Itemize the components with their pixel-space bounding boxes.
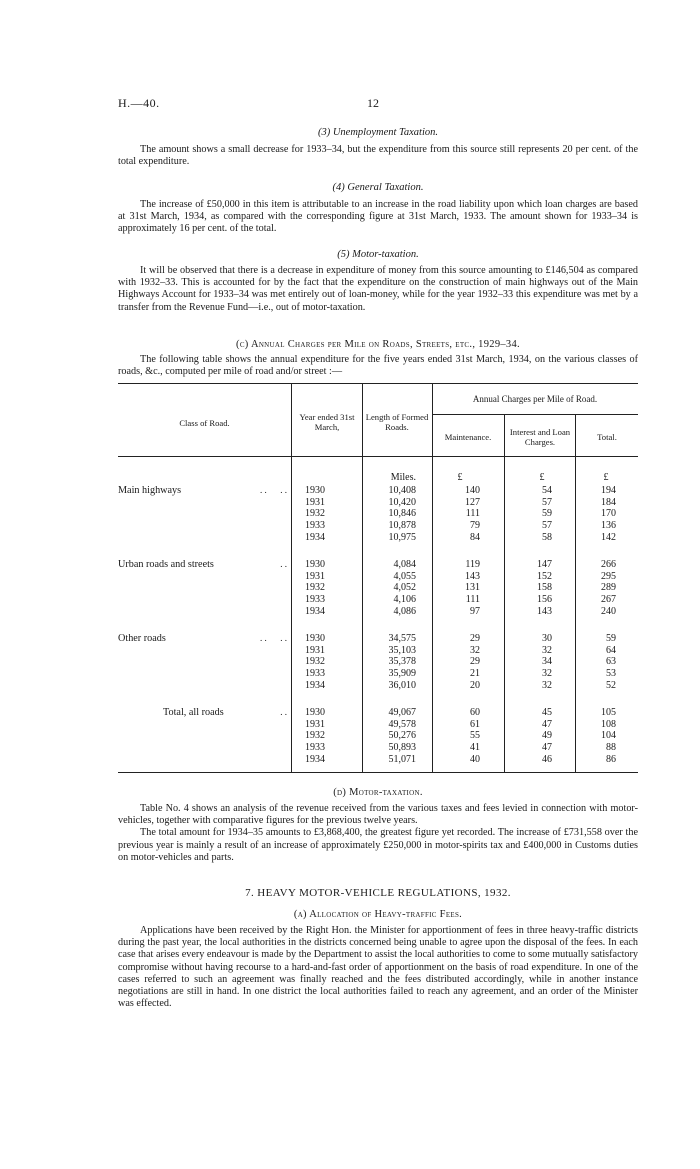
section-heading-heavy-motor: 7. HEAVY MOTOR-VEHICLE REGULATIONS, 1932. (245, 887, 511, 899)
total-cell: 64 (606, 644, 616, 656)
section-heading-motor-taxation: (5) Motor-taxation. (337, 249, 419, 260)
maintenance-cell: 97 (470, 605, 480, 617)
leader-dots: . . . . (260, 485, 287, 495)
leader-dots: . . . . (260, 633, 287, 643)
paragraph-motor-taxation (118, 265, 638, 314)
table-bottom-rule (118, 772, 638, 773)
units-interest: £ (539, 472, 545, 483)
section-subheading-heavy-traffic-fees: (a) Allocation of Heavy-traffic Fees. (293, 909, 463, 920)
year-cell: 1934 (305, 531, 325, 543)
section-heading-motor-taxation-d: (d) Motor-taxation. (333, 787, 423, 798)
length-cell: 4,052 (393, 582, 416, 594)
header-year-ended: Year ended 31st March, (299, 412, 355, 432)
section-heading-unemployment: (3) Unemployment Taxation. (317, 127, 439, 138)
page-number: 12 (367, 96, 379, 110)
interest-cell: 34 (542, 656, 552, 668)
year-cell: 1932 (305, 508, 325, 520)
year-cell: 1933 (305, 668, 325, 680)
total-cell: 108 (601, 718, 616, 730)
year-cell: 1933 (305, 520, 325, 532)
year-cell: 1932 (305, 656, 325, 668)
year-cell: 1930 (305, 559, 325, 570)
total-cell: 289 (601, 582, 616, 594)
column-divider (291, 384, 292, 772)
header-maintenance: Maintenance. (444, 432, 492, 442)
interest-cell: 32 (542, 644, 552, 656)
maintenance-cell: 79 (470, 520, 480, 532)
maintenance-cell: 29 (470, 656, 480, 668)
maintenance-cell: 111 (465, 508, 480, 520)
length-cell: 35,909 (388, 668, 416, 680)
paragraph-unemployment (118, 144, 638, 168)
year-cell: 1933 (305, 742, 325, 754)
total-cell: 86 (606, 753, 616, 765)
interest-cell: 57 (542, 520, 552, 532)
maintenance-cell: 29 (470, 633, 480, 644)
length-cell: 10,878 (388, 520, 416, 532)
units-length: Miles. (390, 472, 416, 483)
paragraph-annual-charges (118, 354, 638, 378)
total-cell: 52 (606, 679, 616, 691)
interest-cell: 156 (537, 594, 552, 606)
length-cell: 4,086 (393, 605, 416, 617)
maintenance-cell: 21 (470, 668, 480, 680)
maintenance-cell: 111 (465, 594, 480, 606)
year-cell: 1931 (305, 496, 325, 508)
header-class-of-road: Class of Road. (179, 418, 230, 428)
length-cell: 49,578 (388, 718, 416, 730)
interest-cell: 143 (537, 605, 552, 617)
total-cell: 184 (601, 496, 616, 508)
header-annual-charges: Annual Charges per Mile of Road. (472, 394, 598, 404)
length-cell: 50,276 (388, 730, 416, 742)
road-class-label: Main highways (118, 485, 182, 496)
paragraph-heavy-traffic-fees (118, 925, 638, 1010)
maintenance-cell: 61 (470, 718, 480, 730)
year-cell: 1933 (305, 594, 325, 606)
header-interest: Interest and Loan Charges. (509, 427, 571, 447)
column-divider (504, 415, 505, 772)
total-cell: 240 (601, 605, 616, 617)
column-divider (362, 384, 363, 772)
maintenance-cell: 140 (465, 485, 480, 496)
paragraph-text: Table No. 4 shows an analysis of the revenue received from the various taxes and fees levied in connection with motor-vehicles, together with comparative figures for the previous twelve years. (118, 803, 638, 827)
header-length: Length of Formed Roads. (365, 412, 429, 432)
maintenance-cell: 32 (470, 644, 480, 656)
leader-dots: . . (280, 707, 287, 717)
section-heading-annual-charges: (c) Annual Charges per Mile on Roads, Streets, etc., 1929–34. (236, 339, 520, 350)
year-cell: 1930 (305, 485, 325, 496)
year-cell: 1932 (305, 582, 325, 594)
interest-cell: 47 (542, 718, 552, 730)
interest-cell: 32 (542, 679, 552, 691)
total-cell: 295 (601, 570, 616, 582)
total-cell: 136 (601, 520, 616, 532)
maintenance-cell: 127 (465, 496, 480, 508)
table-top-rule (118, 383, 638, 384)
length-cell: 10,408 (388, 485, 416, 496)
header-total: Total. (597, 432, 617, 442)
maintenance-cell: 20 (470, 679, 480, 691)
maintenance-cell: 41 (470, 742, 480, 754)
year-cell: 1930 (305, 633, 325, 644)
length-cell: 4,055 (393, 570, 416, 582)
interest-cell: 147 (537, 559, 552, 570)
interest-cell: 32 (542, 668, 552, 680)
road-class-label: Total, all roads (163, 707, 224, 718)
length-cell: 51,071 (388, 753, 416, 765)
maintenance-cell: 143 (465, 570, 480, 582)
road-class-label: Other roads (118, 633, 166, 644)
paragraph-text: Applications have been received by the Right Hon. the Minister for apportionment of fees in three heavy-traffic districts during the past year, the local authorities in the districts concerned being unable to agree upon the disposal of the fees. In each case that arises every endeavour is made by the Department to assist the local authorities to come to some mutually satisfactory compromise without having recourse to a hard-and-fast order of apportionment on the basis of road expenditure. In one of the cases referred to such an agreement was finally reached and the fees distributed accordingly, while in another instance negotiations are still in hand. In one district the local authorities failed to reach any agreement, and an order of the Minister was effected. (118, 925, 638, 1010)
units-total: £ (603, 472, 609, 483)
total-cell: 104 (601, 730, 616, 742)
year-cell: 1930 (305, 707, 325, 718)
column-divider (575, 415, 576, 772)
year-cell: 1931 (305, 718, 325, 730)
year-cell: 1934 (305, 605, 325, 617)
total-cell: 63 (606, 656, 616, 668)
length-cell: 10,846 (388, 508, 416, 520)
paragraph-text: It will be observed that there is a decrease in expenditure of money from this source amounting to £146,504 as compared with 1932–33. This is accounted for by the fact that the expenditure on the construction of main highways out of the Main Highways Account for 1933–34 was met entirely out of loan-money, while for the year 1932–33 this expenditure was met by a transfer from the Revenue Fund—i.e., out of motor-taxation. (118, 265, 638, 313)
column-divider (432, 384, 433, 772)
length-cell: 10,420 (388, 496, 416, 508)
length-cell: 49,067 (388, 707, 416, 718)
length-cell: 35,378 (388, 656, 416, 668)
year-cell: 1934 (305, 679, 325, 691)
table-header-rule (118, 456, 638, 457)
maintenance-cell: 60 (470, 707, 480, 718)
year-cell: 1932 (305, 730, 325, 742)
year-cell: 1934 (305, 753, 325, 765)
paragraph-text: The total amount for 1934–35 amounts to £3,868,400, the greatest figure yet recorded. The increase of £731,558 over the previous year is mainly a result of an increase of approximately £250,000 in motor-spirits tax and £400,000 in Customs duties on motor-vehicles and parts. (118, 827, 638, 863)
length-cell: 4,106 (393, 594, 416, 606)
length-cell: 36,010 (388, 679, 416, 691)
interest-cell: 158 (537, 582, 552, 594)
year-cell: 1931 (305, 570, 325, 582)
length-cell: 10,975 (388, 531, 416, 543)
interest-cell: 47 (542, 742, 552, 754)
paragraph-text: The amount shows a small decrease for 1933–34, but the expenditure from this source still represents 20 per cent. of the total expenditure. (118, 144, 638, 168)
interest-cell: 54 (542, 485, 552, 496)
page-reference: H.—40. (118, 96, 160, 110)
leader-dots: . . (280, 559, 287, 569)
length-cell: 4,084 (393, 559, 416, 570)
interest-cell: 58 (542, 531, 552, 543)
interest-cell: 45 (542, 707, 552, 718)
total-cell: 142 (601, 531, 616, 543)
year-cell: 1931 (305, 644, 325, 656)
total-cell: 88 (606, 742, 616, 754)
maintenance-cell: 40 (470, 753, 480, 765)
length-cell: 50,893 (388, 742, 416, 754)
interest-cell: 30 (542, 633, 552, 644)
annual-subheader-rule (432, 414, 638, 415)
paragraph-text: The following table shows the annual expenditure for the five years ended 31st March, 1934, on the various classes of roads, &c., computed per mile of road and/or street :— (118, 354, 638, 378)
paragraph-text: The increase of £50,000 in this item is attributable to an increase in the road liability upon which loan charges are based at 31st March, 1934, as compared with the corresponding figure at 31st March, 1933. The amount shown for 1933–34 is approximately 16 per cent. of the total. (118, 199, 638, 235)
total-cell: 59 (606, 633, 616, 644)
paragraph-general (118, 199, 638, 236)
total-cell: 170 (601, 508, 616, 520)
length-cell: 34,575 (388, 633, 416, 644)
maintenance-cell: 84 (470, 531, 480, 543)
total-cell: 194 (601, 485, 616, 496)
maintenance-cell: 119 (465, 559, 480, 570)
interest-cell: 49 (542, 730, 552, 742)
interest-cell: 46 (542, 753, 552, 765)
interest-cell: 59 (542, 508, 552, 520)
total-cell: 105 (601, 707, 616, 718)
total-cell: 266 (601, 559, 616, 570)
section-heading-general: (4) General Taxation. (332, 182, 424, 193)
total-cell: 53 (606, 668, 616, 680)
paragraph-motor-taxation-d (118, 803, 638, 864)
interest-cell: 152 (537, 570, 552, 582)
maintenance-cell: 131 (465, 582, 480, 594)
road-class-label: Urban roads and streets (118, 559, 214, 570)
units-maintenance: £ (457, 472, 463, 483)
maintenance-cell: 55 (470, 730, 480, 742)
interest-cell: 57 (542, 496, 552, 508)
length-cell: 35,103 (388, 644, 416, 656)
total-cell: 267 (601, 594, 616, 606)
